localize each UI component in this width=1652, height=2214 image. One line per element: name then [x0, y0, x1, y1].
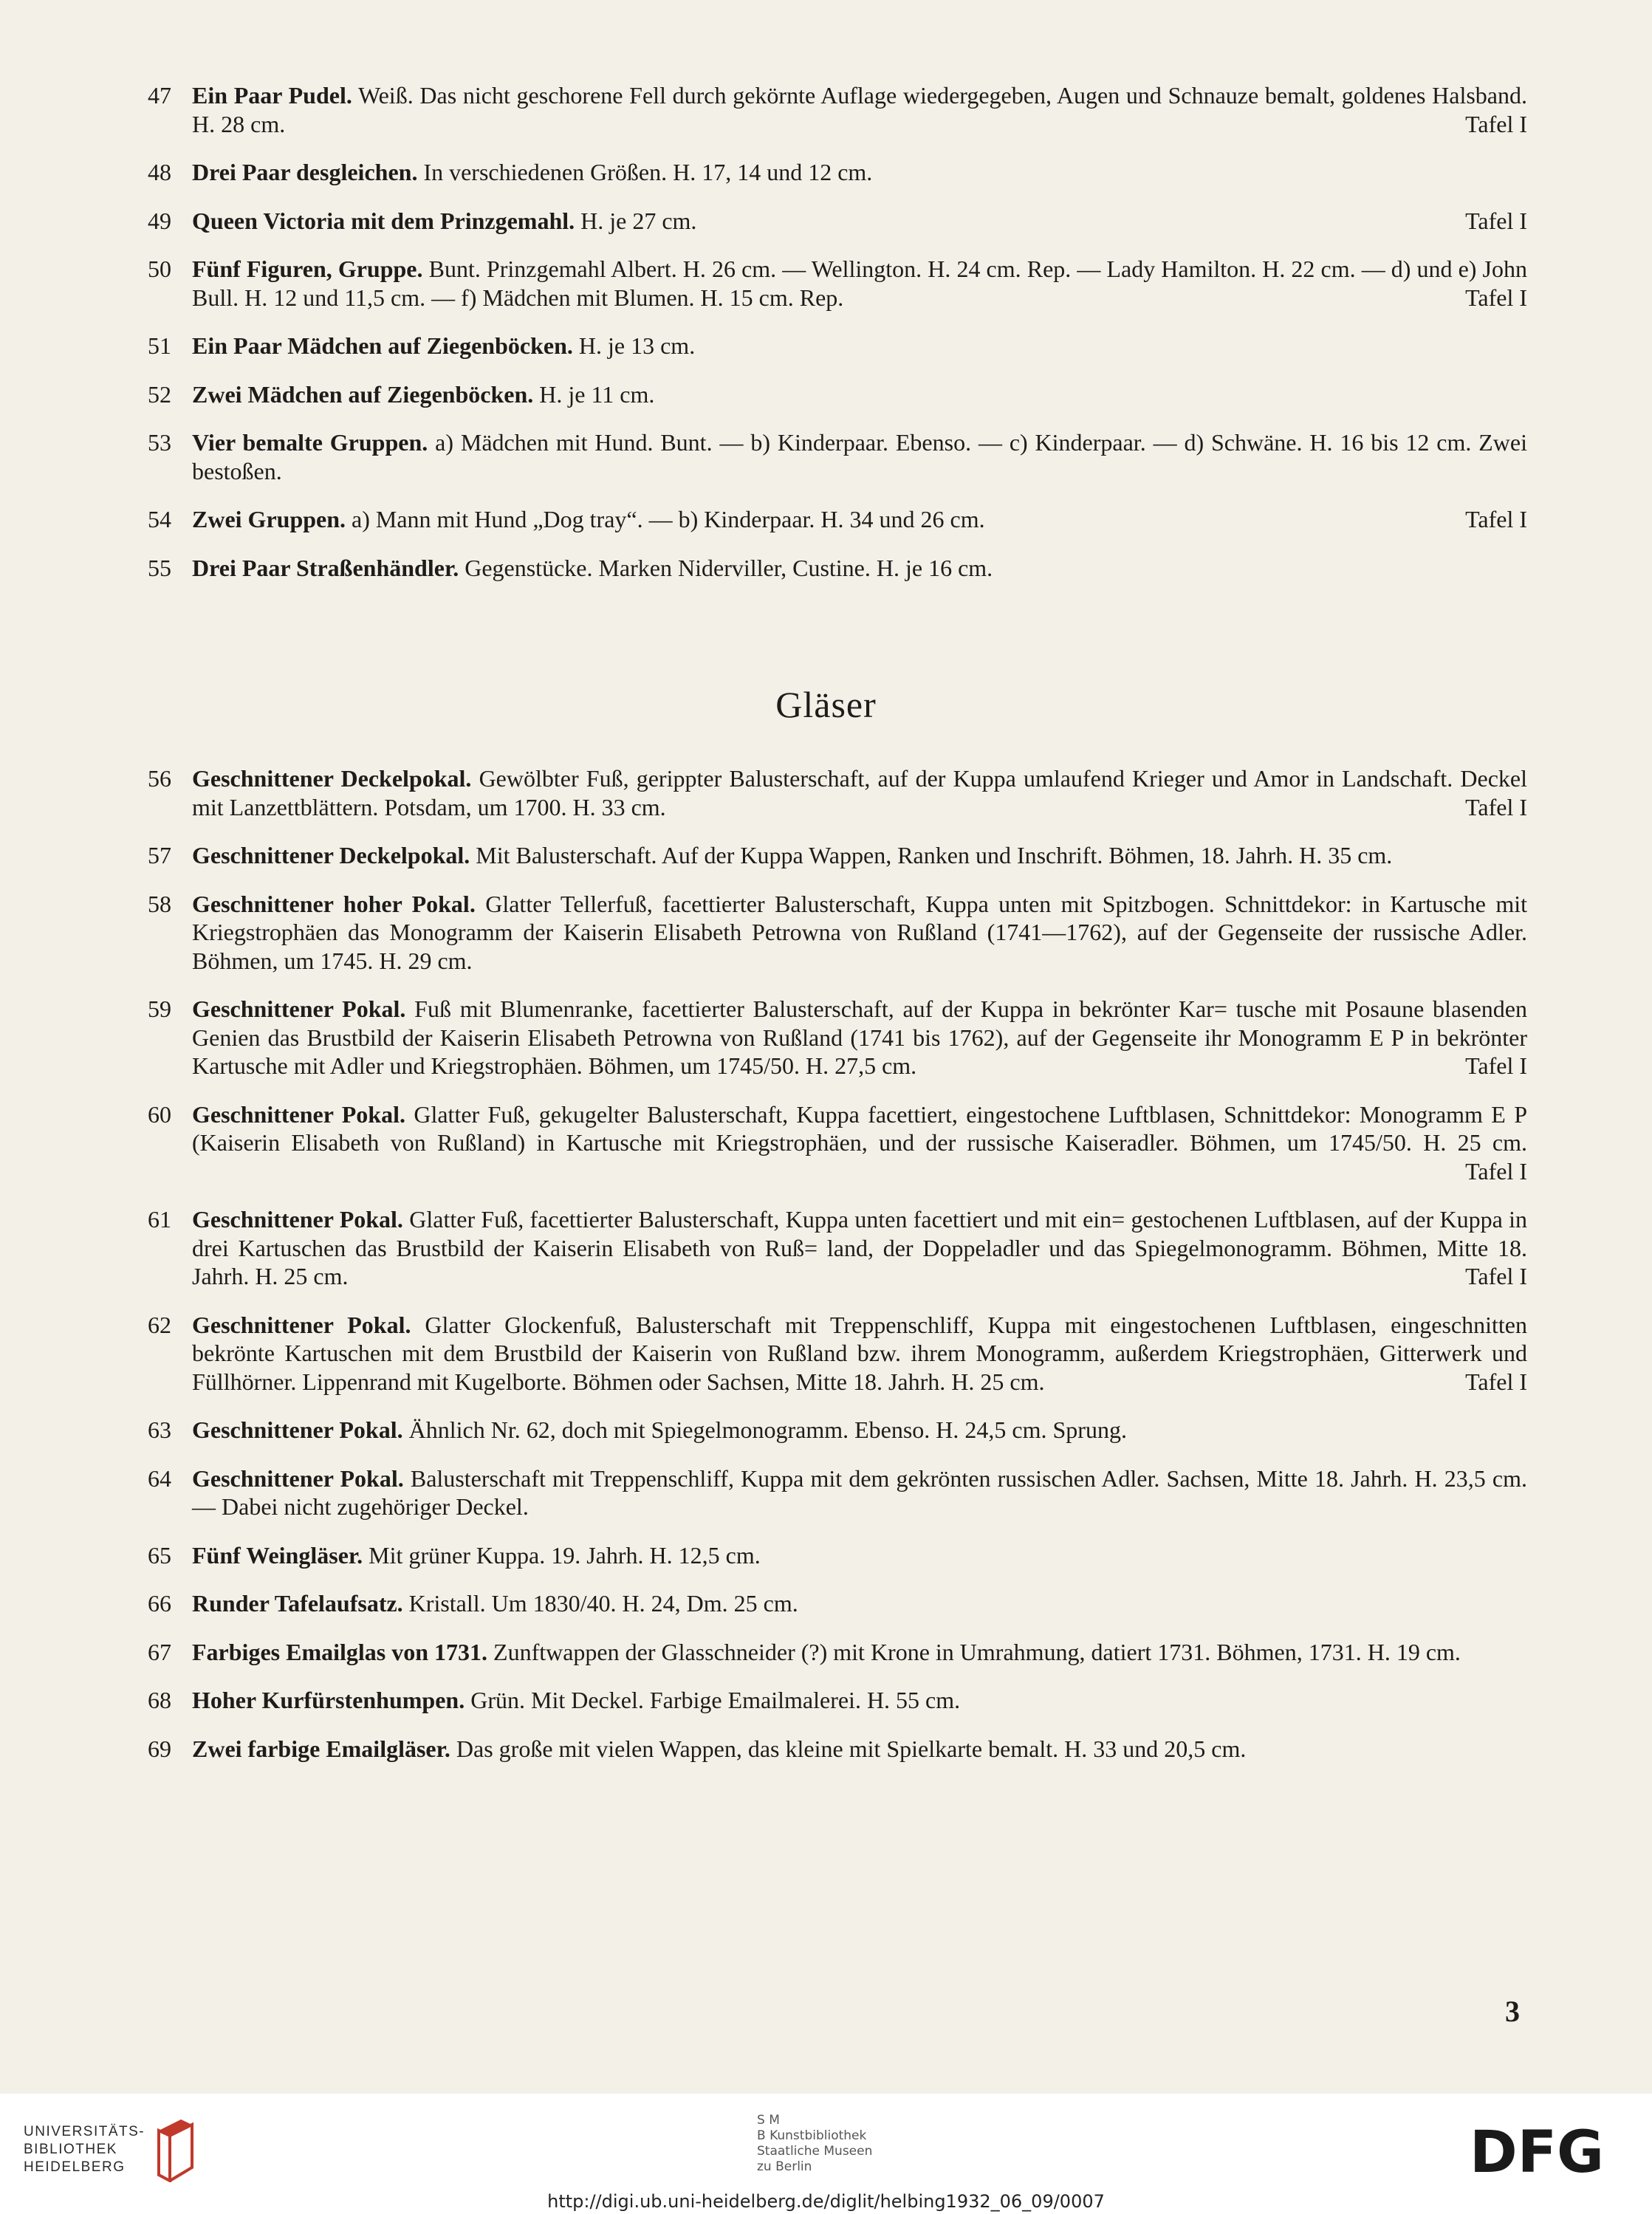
entry-number: 56 — [148, 765, 171, 792]
catalog-entries-glass — [148, 764, 1527, 1783]
catalog-entries-top — [148, 81, 1527, 602]
entry-description: H. je 11 cm. — [533, 380, 655, 408]
entry-description: In verschiedenen Größen. H. 17, 14 und 12 cm. — [417, 159, 873, 185]
entry-title: Zwei Gruppen. — [192, 506, 346, 532]
entry-number: 57 — [148, 842, 171, 868]
entry-title: Geschnittener Pokal. — [192, 995, 406, 1022]
stamp-line: B Kunstbibliothek — [757, 2128, 867, 2143]
entry-description: a) Mädchen mit Hund. Bunt. — b) Kinderpaar. Ebenso. — c) Kinderpaar. — d) Schwäne. H. 16 bis 12 cm. Zwei bestoßen. — [192, 429, 1528, 484]
entry-number: 53 — [148, 429, 171, 456]
plate-reference: Tafel I — [1465, 793, 1527, 820]
entry-description: Gegenstücke. Marken Niderviller, Custine. H. je 16 cm. — [459, 554, 993, 581]
library-name-line: BIBLIOTHEK — [24, 2142, 117, 2157]
entry-number: 51 — [148, 332, 171, 359]
entry-title: Zwei Mädchen auf Ziegenböcken. — [192, 380, 534, 408]
catalog-entry — [148, 764, 1527, 821]
catalog-entry — [148, 255, 1527, 312]
entry-description: Balusterschaft mit Treppenschliff, Kuppa mit dem gekrönten russischen Adler. Sachsen, Mitte 18. Jahrh. H. 23,5 cm. — Dabei nicht zugehöriger Deckel. — [192, 1464, 1528, 1520]
entry-title: Queen Victoria mit dem Prinzgemahl. — [192, 207, 575, 234]
section-heading: Gläser — [775, 684, 877, 725]
entry-title: Fünf Figuren, Gruppe. — [192, 256, 423, 282]
catalog-entry — [148, 841, 1527, 870]
catalog-entry — [148, 332, 1527, 360]
plate-reference: Tafel I — [1465, 1263, 1527, 1289]
entry-title: Geschnittener Pokal. — [192, 1206, 403, 1233]
entry-number: 59 — [148, 995, 171, 1022]
entry-description: Fuß mit Blumenranke, facettierter Balusterschaft, auf der Kuppa in bekrönter Kar= tusche mit Posaune blasenden Genien das Brustbild der Kaiserin Elisabeth Petrowna von Rußland (1741 bis 1762), auf der Gegenseite ihr Monogramm E P in bekrönter Kartusche mit Adler und Kriegstrophäen. Böhmen, um 1745/50. H. 27,5 cm. — [192, 995, 1528, 1079]
entry-title: Vier bemalte Gruppen. — [192, 429, 428, 456]
entry-number: 65 — [148, 1541, 171, 1569]
catalog-entry — [148, 428, 1527, 485]
catalog-entry — [148, 1589, 1527, 1618]
entry-description: a) Mann mit Hund „Dog tray“. — b) Kinderpaar. H. 34 und 26 cm. — [346, 506, 985, 532]
catalog-entry — [148, 1311, 1527, 1396]
entry-number: 47 — [148, 82, 171, 109]
entry-number: 67 — [148, 1638, 171, 1665]
entry-number: 54 — [148, 506, 171, 532]
catalog-entry — [148, 1735, 1527, 1764]
catalog-entry — [148, 1205, 1527, 1291]
catalog-entry — [148, 1464, 1527, 1521]
entry-description: Glatter Fuß, gekugelter Balusterschaft, Kuppa facettiert, eingestochene Luftblasen, Schnittdekor: Monogramm E P (Kaiserin Elisabeth von Rußland) in Kartusche mit Kriegstrophäen, und der russische Kaiseradler. Böhmen, um 1745/50. H. 25 cm. — [192, 1100, 1528, 1156]
catalog-entry — [148, 1416, 1527, 1444]
catalog-entry — [148, 81, 1527, 138]
entry-number: 50 — [148, 256, 171, 282]
entry-description: H. je 13 cm. — [572, 332, 696, 359]
catalog-entry — [148, 554, 1527, 583]
plate-reference: Tafel I — [1465, 506, 1527, 532]
entry-number: 48 — [148, 159, 171, 185]
plate-reference: Tafel I — [1465, 1368, 1527, 1395]
entry-description: Glatter Glockenfuß, Balusterschaft mit Treppenschliff, Kuppa mit eingestochenen Luftblasen, eingeschnitten bekrönte Kartuschen mit dem Brustbild der Kaiserin von Rußland bzw. ihrem Monogramm, außerdem Kriegstrophäen, Gitterwerk und Füllhörner. Lippenrand mit Kugelborte. Böhmen oder Sachsen, Mitte 18. Jahrh. H. 25 cm. — [192, 1311, 1528, 1395]
library-name-line: UNIVERSITÄTS- — [24, 2124, 145, 2139]
entry-title: Ein Paar Mädchen auf Ziegenböcken. — [192, 332, 573, 359]
entry-description: Glatter Fuß, facettierter Balusterschaft, Kuppa unten facettiert und mit ein= gestochenen Luftblasen, auf der Kuppa in drei Kartuschen das Brustbild der Kaiserin Elisabeth von Ruß= land, der Doppeladler und das Spiegelmonogramm. Böhmen, Mitte 18. Jahrh. H. 25 cm. — [192, 1206, 1528, 1289]
catalog-entry — [148, 1100, 1527, 1186]
entry-title: Geschnittener Pokal. — [192, 1416, 403, 1443]
plate-reference: Tafel I — [1465, 1157, 1527, 1185]
entry-title: Geschnittener Pokal. — [192, 1311, 411, 1338]
entry-number: 60 — [148, 1100, 171, 1128]
entry-title: Farbiges Emailglas von 1731. — [192, 1638, 488, 1665]
entry-title: Zwei farbige Emailgläser. — [192, 1735, 450, 1762]
entry-title: Fünf Weingläser. — [192, 1541, 363, 1569]
entry-title: Geschnittener Deckelpokal. — [192, 842, 470, 868]
catalog-entry — [148, 995, 1527, 1080]
stamp-line: zu Berlin — [757, 2159, 812, 2174]
entry-title: Geschnittener Pokal. — [192, 1100, 405, 1128]
entry-number: 61 — [148, 1206, 171, 1233]
entry-description: Glatter Tellerfuß, facettierter Balusterschaft, Kuppa unten mit Spitzbogen. Schnittdekor: in Kartusche mit Kriegstrophäen das Monogramm der Kaiserin Elisabeth Petrowna von Rußland (1741—1762), auf der Gegenseite der russische Adler. Böhmen, um 1745. H. 29 cm. — [192, 890, 1528, 974]
entry-title: Ein Paar Pudel. — [192, 82, 352, 109]
catalog-entry — [148, 380, 1527, 409]
catalog-entry — [148, 1541, 1527, 1570]
catalog-entry — [148, 1638, 1527, 1667]
catalog-entry — [148, 890, 1527, 976]
entry-number: 69 — [148, 1735, 171, 1762]
entry-title: Geschnittener Pokal. — [192, 1464, 404, 1492]
library-name-line: HEIDELBERG — [24, 2159, 126, 2175]
catalog-entry — [148, 505, 1527, 534]
museum-stamp — [757, 2113, 872, 2175]
entry-number: 64 — [148, 1464, 171, 1492]
entry-number: 49 — [148, 207, 171, 234]
entry-description: Weiß. Das nicht geschorene Fell durch gekörnte Auflage wiedergegeben, Augen und Schnauze bemalt, goldenes Halsband. H. 28 cm. — [192, 82, 1528, 137]
entry-description: Mit Balusterschaft. Auf der Kuppa Wappen, Ranken und Inschrift. Böhmen, 18. Jahrh. H. 35 cm. — [470, 842, 1393, 868]
entry-number: 52 — [148, 380, 171, 408]
library-logo-icon — [151, 2116, 196, 2182]
entry-title: Geschnittener Deckelpokal. — [192, 765, 472, 792]
entry-number: 55 — [148, 554, 171, 581]
plate-reference: Tafel I — [1465, 284, 1527, 311]
entry-description: Zunftwappen der Glasschneider (?) mit Krone in Umrahmung, datiert 1731. Böhmen, 1731. H. 19 cm. — [487, 1638, 1461, 1665]
library-name — [24, 2123, 145, 2176]
entry-title: Hoher Kurfürstenhumpen. — [192, 1687, 465, 1713]
entry-title: Geschnittener hoher Pokal. — [192, 890, 476, 917]
plate-reference: Tafel I — [1465, 110, 1527, 137]
entry-description: Mit grüner Kuppa. 19. Jahrh. H. 12,5 cm. — [363, 1541, 761, 1569]
plate-reference: Tafel I — [1465, 207, 1527, 234]
entry-description: Das große mit vielen Wappen, das kleine mit Spielkarte bemalt. H. 33 und 20,5 cm. — [450, 1735, 1247, 1762]
entry-title: Drei Paar Straßenhändler. — [192, 554, 459, 581]
entry-description: Ähnlich Nr. 62, doch mit Spiegelmonogramm. Ebenso. H. 24,5 cm. Sprung. — [402, 1416, 1127, 1443]
dfg-logo-icon — [1470, 2125, 1625, 2178]
entry-title: Drei Paar desgleichen. — [192, 159, 418, 185]
dfg-logo-text: DFG — [1470, 2125, 1605, 2178]
entry-description: H. je 27 cm. — [575, 207, 697, 234]
entry-number: 58 — [148, 890, 171, 917]
entry-number: 68 — [148, 1687, 171, 1713]
entry-description: Bunt. Prinzgemahl Albert. H. 26 cm. — Wellington. H. 24 cm. Rep. — Lady Hamilton. H. 22 cm. — d) und e) John Bull. H. 12 und 11,5 cm. — f) Mädchen mit Blumen. H. 15 cm. Rep. — [192, 256, 1528, 311]
entry-description: Gewölbter Fuß, gerippter Balusterschaft, auf der Kuppa umlaufend Krieger und Amor in Landschaft. Deckel mit Lanzettblättern. Potsdam, um 1700. H. 33 cm. — [192, 765, 1528, 820]
catalog-entry — [148, 1686, 1527, 1715]
catalog-entry — [148, 207, 1527, 236]
entry-description: Grün. Mit Deckel. Farbige Emailmalerei. H. 55 cm. — [465, 1687, 961, 1713]
stamp-line: S M — [757, 2113, 780, 2128]
page-number: 3 — [1505, 1995, 1520, 2028]
stamp-line: Staatliche Museen — [757, 2144, 873, 2159]
entry-description: Kristall. Um 1830/40. H. 24, Dm. 25 cm. — [402, 1590, 798, 1617]
catalog-entry — [148, 158, 1527, 187]
entry-title: Runder Tafelaufsatz. — [192, 1590, 403, 1617]
permalink-url[interactable]: http://digi.ub.uni-heidelberg.de/diglit/helbing1932_06_09/0007 — [547, 2191, 1105, 2212]
entry-number: 66 — [148, 1590, 171, 1617]
plate-reference: Tafel I — [1465, 1052, 1527, 1079]
entry-number: 63 — [148, 1416, 171, 1443]
footer-bar — [0, 2094, 1652, 2214]
entry-number: 62 — [148, 1311, 171, 1338]
